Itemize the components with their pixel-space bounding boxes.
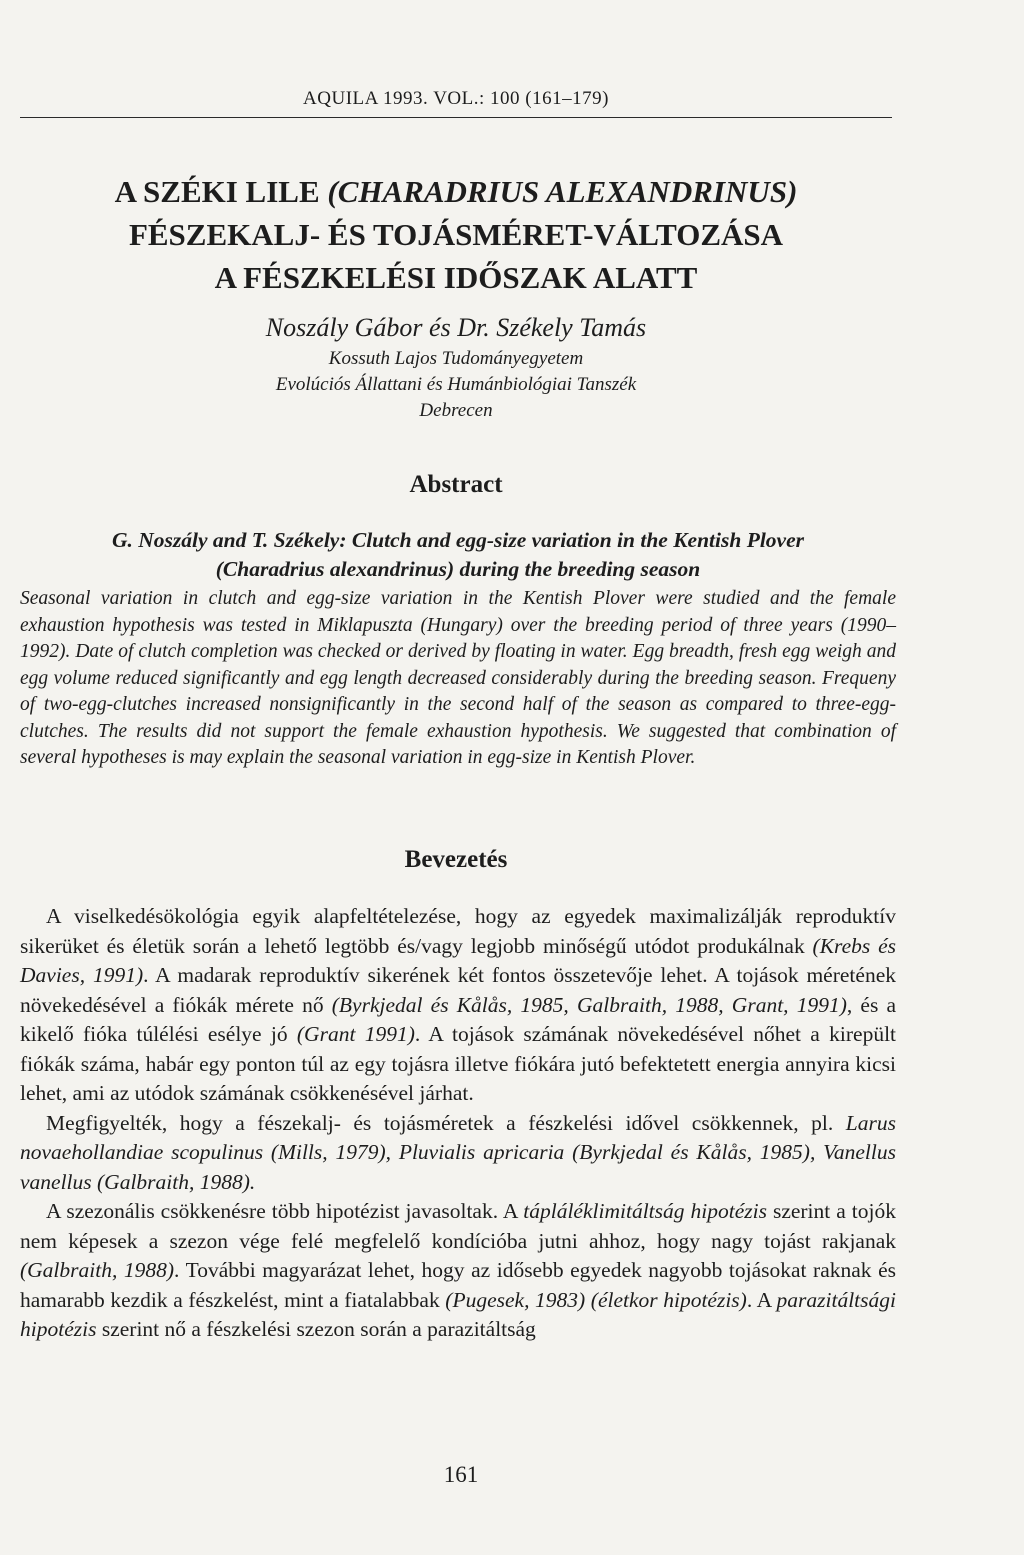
citation: (Galbraith, 1988)	[20, 1258, 175, 1282]
text-run: A szezonális csökkenésre több hipotézist javasoltak. A	[46, 1199, 524, 1223]
citation: (Pugesek, 1983) (életkor hipotézis)	[445, 1287, 747, 1312]
citation: (Byrkjedal és Kålås, 1985, Galbraith, 1988, Grant, 1991)	[331, 992, 847, 1017]
text-run: . További magyarázat lehet, hogy az idősebb egyedek nagyobb tojásokat raknak és hamarabb kezdik a fészkelést, mint a fiatalabbak	[20, 1258, 896, 1312]
intro-body	[20, 902, 896, 1345]
journal-header: AQUILA 1993. VOL.: 100 (161–179)	[303, 88, 609, 109]
title-line-3: A FÉSZKELÉSI IDŐSZAK ALATT	[214, 260, 698, 295]
text-run: Megfigyelték, hogy a fészekalj- és tojásméretek a fészkelési idővel csökkennek, pl.	[46, 1110, 846, 1135]
text-run: A viselkedésökológia egyik alapfeltételezése, hogy az egyedek maximalizálják reproduktív sikerüket és életük során a lehető legtöbb és/vagy legjobb minőségű utódot produkálnak	[20, 904, 896, 958]
citation: (Krebs és Davies, 1991)	[20, 933, 896, 987]
paragraph-3	[20, 1197, 896, 1345]
paragraph-2	[20, 1109, 896, 1198]
text-run: . A tojások számának növekedésével nőhet a kirepült fiókák száma, habár egy ponton túl az egy tojásra illetve fiókára jutó befektetett energia annyira kicsi lehet, ami az utódok számának csökkenésével járhat.	[20, 1022, 897, 1105]
text-run: szerint a tojók nem képesek a szezon vége felé megfelelő kondícióba jutni ahhoz, hogy nagy tojást rakjanak	[20, 1199, 896, 1253]
abstract-heading: Abstract	[409, 471, 503, 498]
affiliation	[20, 346, 892, 424]
affiliation-line-2: Evolúciós Állattani és Humánbiológiai Tanszék	[275, 374, 637, 395]
citation: Larus novaehollandiae scopulinus (Mills, 1979), Pluvialis apricaria (Byrkjedal és Kålås, 1985), Vanellus vanellus (Galbraith, 1988).	[20, 1110, 896, 1194]
title-species-name: (CHARADRIUS ALEXANDRINUS)	[327, 174, 798, 209]
text-run: . A madarak reproduktív sikerének két fontos összetevője lehet. A tojások méretének növekedésével a fiókák mérete nő	[20, 963, 896, 1017]
title-line-1-start: A SZÉKI LILE	[114, 174, 328, 209]
text-run: . A	[746, 1287, 777, 1312]
abstract-title	[20, 526, 896, 584]
text-run: szerint nő a fészkelési szezon során a parazitáltság	[96, 1317, 536, 1341]
citation: (Grant 1991)	[296, 1022, 415, 1046]
paragraph-1	[20, 902, 896, 1109]
affiliation-line-3: Debrecen	[419, 400, 493, 421]
hypothesis-term: tápláléklimitáltság hipotézis	[523, 1199, 767, 1223]
article-title	[20, 170, 892, 299]
intro-heading: Bevezetés	[404, 846, 508, 873]
abstract-body: Seasonal variation in clutch and egg-size variation in the Kentish Plover were studied and the female exhaustion hypothesis was tested in Miklapuszta (Hungary) over the breeding period of three years (1990–1992). Date of clutch completion was checked or derived by floating in water. Egg breadth, fresh egg weigh and egg volume reduced significantly and egg length decreased considerably during the breeding season. Frequeny of two-egg-clutches increased nonsignificantly in the second half of the season as compared to three-egg-clutches. The results did not support the female exhaustion hypothesis. We suggested that combination of several hypotheses is may explain the seasonal variation in egg-size in Kentish Plover.	[20, 588, 896, 768]
page-number: 161	[443, 1462, 479, 1487]
authors: Noszály Gábor és Dr. Székely Tamás	[265, 313, 647, 342]
affiliation-line-1: Kossuth Lajos Tudományegyetem	[328, 348, 584, 369]
abstract-title-line-2: (Charadrius alexandrinus) during the breeding season	[215, 557, 701, 581]
text-run: , és a kikelő fióka túlélési esélye jó	[20, 992, 897, 1046]
hypothesis-term: parazitáltsági hipotézis	[20, 1287, 896, 1341]
title-line-2: FÉSZEKALJ- ÉS TOJÁSMÉRET-VÁLTOZÁSA	[128, 217, 784, 252]
abstract-title-line-1: G. Noszály and T. Székely: Clutch and egg-size variation in the Kentish Plover	[111, 528, 805, 552]
header-rule	[20, 117, 892, 118]
title-line-1	[20, 170, 892, 213]
